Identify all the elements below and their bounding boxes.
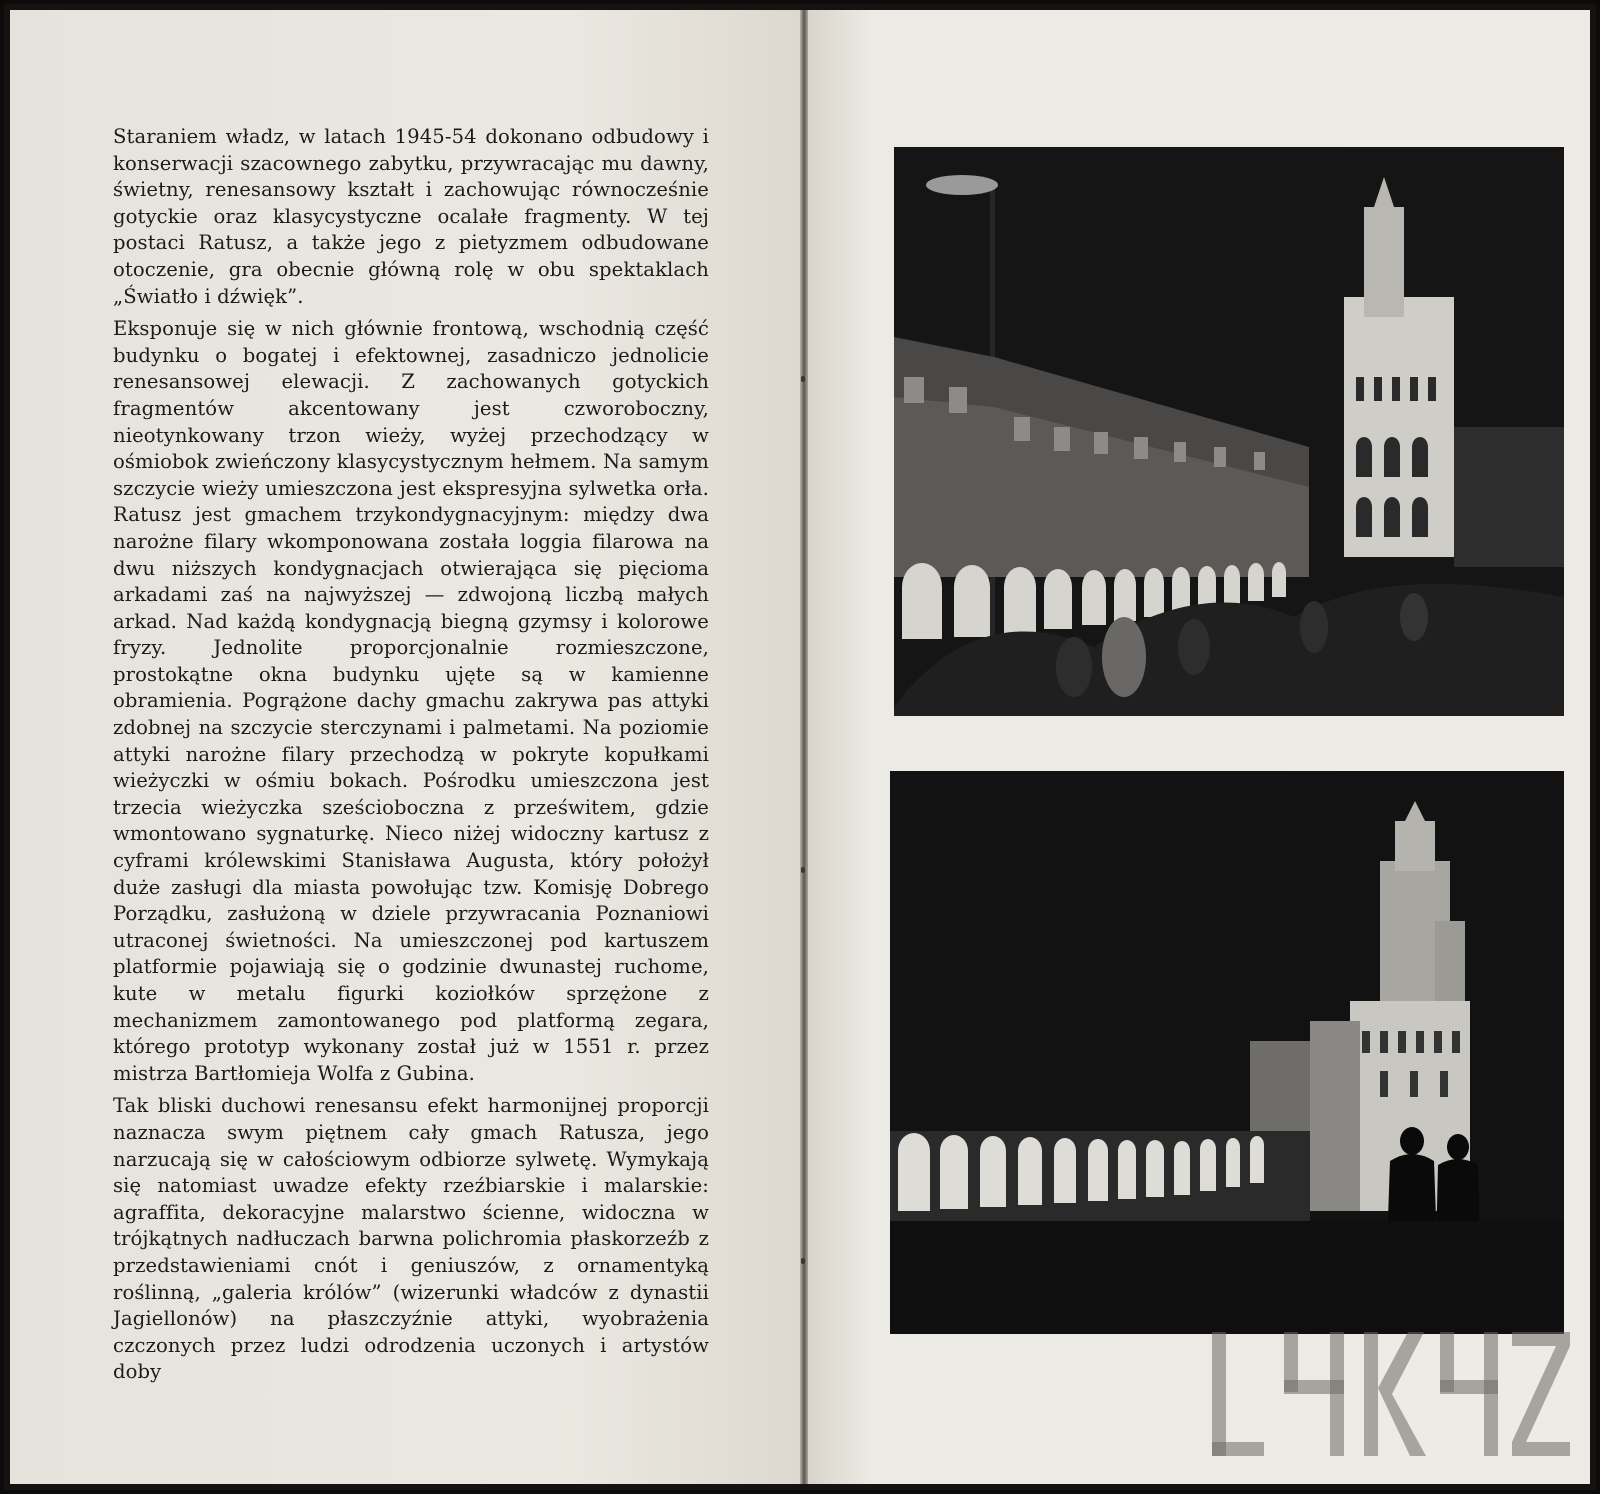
photo-town-hall-square [894,147,1564,716]
paragraph: Tak bliski duchowi renesansu efekt harmonijnej proporcji naznacza swym piętnem cały gmach Ratusza, jego narzucają się w całościowym odbiorze sylwetę. Wymykają się natomiast uwadze efekty rzeźbiarskie i malarskie: agraffita, dekoracyjne malarstwo ścienne, widoczna w trójkątnych nadłuczach barwna polichromia płaskorzeźb z przedstawieniami cnót i geniuszów, z ornamentyką roślinną, „galeria królów” (wizerunki władców z dynastii Jagiellonów) na płaszczyźnie attyki, wyobrażenia czczonych przez ludzi odrodzenia uczonych i artystów doby [113,1094,709,1384]
watermark-logo [1212,1332,1572,1456]
paragraph: Staraniem władz, w latach 1945-54 dokonano odbudowy i konserwacji szacownego zabytku, przywracając mu dawny, świetny, renesansowy kształt i zachowując równocześnie gotyckie oraz klasycystyczne ocalałe fragmenty. W tej postaci Ratusz, a także jego z pietyzmem odbudowane otoczenie, gra obecnie główną rolę w obu spektaklach „Światło i dźwięk”. [113,125,709,308]
staple-mark [801,867,805,873]
photo-town-hall-night [890,771,1564,1334]
photo-drawing [894,147,1564,716]
paragraph: Eksponuje się w nich głównie frontową, wschodnią część budynku o bogatej i efektownej, zasadniczo jednolicie renesansowej elewacji. Z zachowanych gotyckich fragmentów akcentowany jest czworoboczny, nieotynkowany trzon wieży, wyżej przechodzący w ośmiobok zwieńczony klasycystycznym hełmem. Na samym szczycie wieży umieszczona jest ekspresyjna sylwetka orła. Ratusz jest gmachem trzykondygnacyjnym: między dwa narożne filary wkomponowana została loggia filarowa na dwu niższych kondygnacjach otwierająca się pięcioma arkadami zaś na najwyższej — zdwojoną liczbą małych arkad. Nad każdą kondygnacją biegną gzymsy i kolorowe fryzy. Jednolite proporcjonalnie rozmieszczone, prostokątne okna budynku ujęte są w kamienne obramienia. Pogrążone dachy gmachu zakrywa pas attyki zdobnej na szczycie sterczynami i palmetami. Na poziomie attyki narożne filary przechodzą w pokryte kopułkami wieżyczki w ośmiu bokach. Pośrodku umieszczona jest trzecia wieżyczka sześcioboczna z prześwitem, gdzie wmontowano sygnaturkę. Nieco niżej widoczny kartusz z cyframi królewskimi Stanisława Augusta, który położył duże zasługi dla miasta powołując tzw. Komisję Dobrego Porządku, zasłużoną w dziele przywracania Poznaniowi utraconej świetności. Na umieszczonej pod kartuszem platformie pojawiają się o godzinie dwunastej ruchome, kute w metalu figurki koziołków sprzężone z mechanizmem zamontowanego pod platformą zegara, którego prototyp wykonany został już w 1551 r. przez mistrza Bartłomieja Wolfa z Gubina. [113,317,709,1085]
watermark-drawing [1212,1332,1572,1456]
staple-mark [801,376,805,382]
photo-drawing [890,771,1564,1334]
body-text [113,124,709,1392]
staple-mark [801,1258,805,1264]
